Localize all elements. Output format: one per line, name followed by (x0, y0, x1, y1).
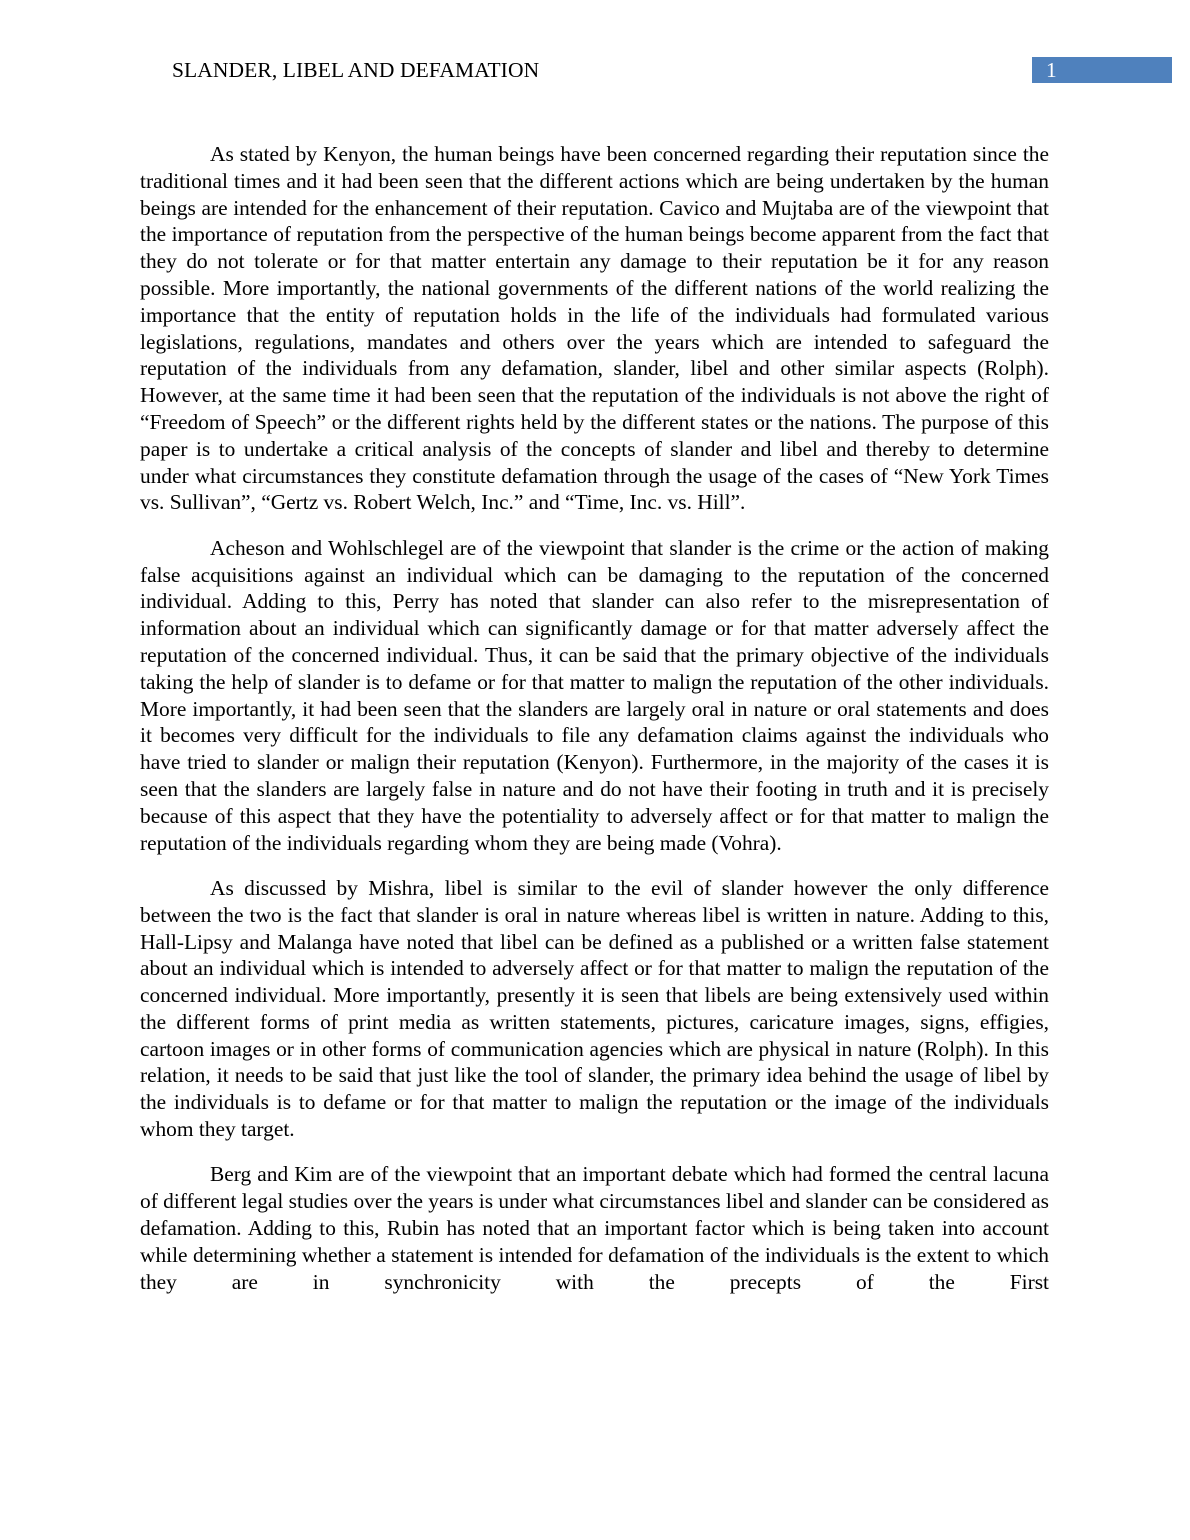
paragraph-introduction: As stated by Kenyon, the human beings have been concerned regarding their reputation since the traditional times and it had been seen that the different actions which are being undertaken by the human beings are intended for the enhancement of their reputation. Cavico and Mujtaba are of the viewpoint that the importance of reputation from the perspective of the human beings become apparent from the fact that they do not tolerate or for that matter entertain any damage to their reputation be it for any reason possible. More importantly, the national governments of the different nations of the world realizing the importance that the entity of reputation holds in the life of the individuals had formulated various legislations, regulations, mandates and others over the years which are intended to safeguard the reputation of the individuals from any defamation, slander, libel and other similar aspects (Rolph). However, at the same time it had been seen that the reputation of the individuals is not above the right of “Freedom of Speech” or the different rights held by the different states or the nations. The purpose of this paper is to undertake a critical analysis of the concepts of slander and libel and thereby to determine under what circumstances they constitute defamation through the usage of the cases of “New York Times vs. Sullivan”, “Gertz vs. Robert Welch, Inc.” and “Time, Inc. vs. Hill”. (140, 142, 1049, 515)
running-head-title: SLANDER, LIBEL AND DEFAMATION (172, 58, 540, 82)
page-number-band (1032, 57, 1172, 83)
paragraph-slander: Acheson and Wohlschlegel are of the viewpoint that slander is the crime or the action of making false acquisitions against an individual which can be damaging to the reputation of the concerned individual. Adding to this, Perry has noted that slander can also refer to the misrepresentation of information about an individual which can significantly damage or for that matter adversely affect the reputation of the concerned individual. Thus, it can be said that the primary objective of the individuals taking the help of slander is to defame or for that matter to malign the reputation of the other individuals. More importantly, it had been seen that the slanders are largely oral in nature or oral statements and does it becomes very difficult for the individuals to file any defamation claims against the individuals who have tried to slander or malign their reputation (Kenyon). Furthermore, in the majority of the cases it is seen that the slanders are largely false in nature and do not have their footing in truth and it is precisely because of this aspect that they have the potentiality to adversely affect or for that matter to malign the reputation of the individuals regarding whom they are being made (Vohra). (140, 535, 1049, 855)
page-number: 1 (1046, 58, 1057, 82)
paragraph-libel: As discussed by Mishra, libel is similar to the evil of slander however the only difference between the two is the fact that slander is oral in nature whereas libel is written in nature. Adding to this, Hall-Lipsy and Malanga have noted that libel can be defined as a published or a written false statement about an individual which is intended to adversely affect or for that matter to malign the reputation of the concerned individual. More importantly, presently it is seen that libels are being extensively used within the different forms of print media as written statements, pictures, caricature images, signs, effigies, cartoon images or in other forms of communication agencies which are physical in nature (Rolph). In this relation, it needs to be said that just like the tool of slander, the primary idea behind the usage of libel by the individuals is to defame or for that matter to malign the reputation or the image of the individuals whom they target. (140, 875, 1049, 1142)
paragraph-defamation: Berg and Kim are of the viewpoint that an important debate which had formed the central lacuna of different legal studies over the years is under what circumstances libel and slander can be considered as defamation. Adding to this, Rubin has noted that an important factor which is being taken into account while determining whether a statement is intended for defamation of the individuals is the extent to which they are in synchronicity with the precepts of the First (140, 1162, 1049, 1294)
document-body (140, 141, 1049, 1314)
